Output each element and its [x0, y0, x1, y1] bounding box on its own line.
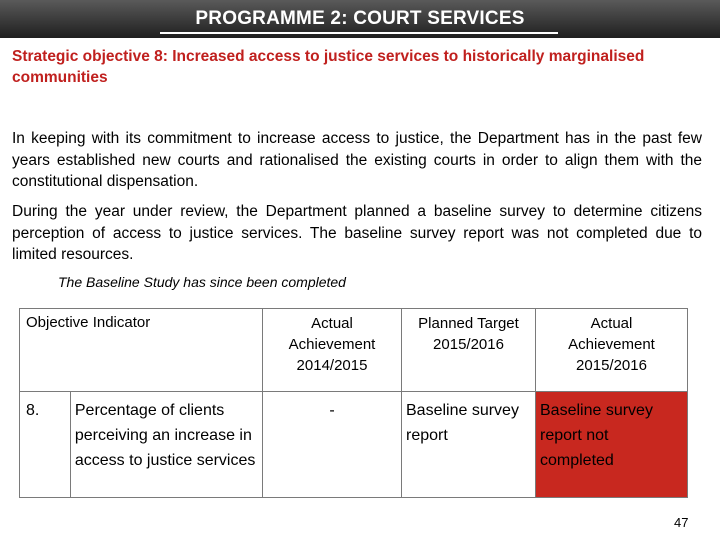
paragraph-review: During the year under review, the Department planned a baseline survey to determine citizens perception of access to justice services. The baseline survey report was not completed due to limited resources.	[12, 203, 702, 263]
page-number: 47	[674, 515, 689, 530]
row-actual-2015: Baseline survey report not completed	[536, 392, 688, 498]
paragraph-commitment: In keeping with its commitment to increase access to justice, the Department has in the past few years established new courts and rationalised the existing courts in order to align them with the constitutional dispensation.	[12, 130, 702, 190]
header-planned-2015: Planned Target 2015/2016	[402, 309, 536, 392]
header-actual-2015: Actual Achievement 2015/2016	[536, 309, 688, 392]
row-planned-2015: Baseline survey report	[402, 392, 536, 498]
strategic-objective: Strategic objective 8: Increased access to justice services to historically marginalised communities	[12, 48, 645, 86]
baseline-note: The Baseline Study has since been completed	[58, 274, 346, 290]
title-underline	[160, 32, 558, 34]
indicator-table	[19, 308, 688, 498]
row-indicator: Percentage of clients perceiving an increase in access to justice services	[70, 392, 262, 498]
row-number: 8.	[20, 392, 71, 498]
table-row	[20, 392, 688, 498]
header-objective-indicator: Objective Indicator	[20, 309, 263, 392]
row-actual-2014: -	[263, 392, 402, 498]
header-actual-2014: Actual Achievement 2014/2015	[263, 309, 402, 392]
table-header-row	[20, 309, 688, 392]
page-title: PROGRAMME 2: COURT SERVICES	[195, 8, 525, 29]
